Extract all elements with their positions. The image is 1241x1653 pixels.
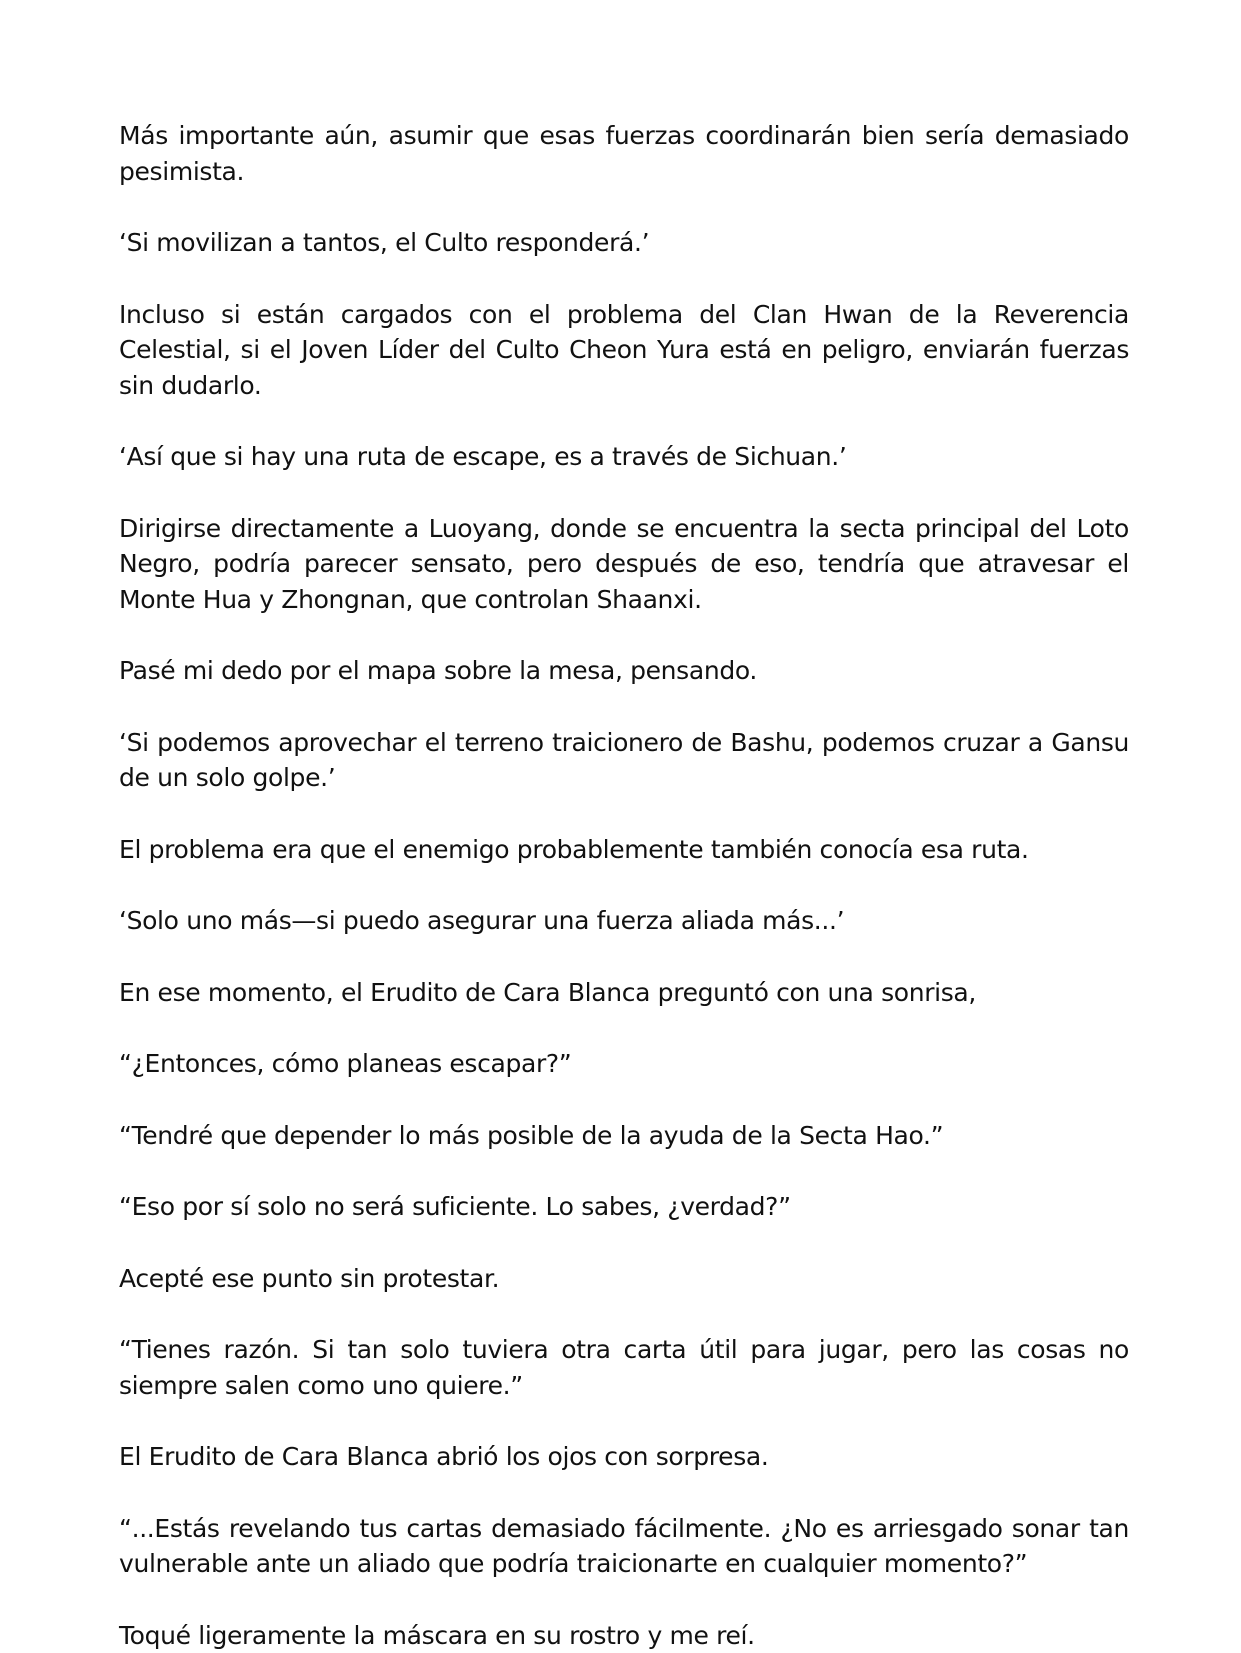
paragraph: El problema era que el enemigo probablemente también conocía esa ruta. (119, 832, 1129, 868)
paragraph: Acepté ese punto sin protestar. (119, 1261, 1129, 1297)
paragraph: ‘Si podemos aprovechar el terreno traicionero de Bashu, podemos cruzar a Gansu de un solo golpe.’ (119, 725, 1129, 796)
paragraph: Incluso si están cargados con el problema del Clan Hwan de la Reverencia Celestial, si el Joven Líder del Culto Cheon Yura está en peligro, enviarán fuerzas sin dudarlo. (119, 297, 1129, 404)
paragraph: Toqué ligeramente la máscara en su rostro y me reí. (119, 1618, 1129, 1653)
paragraph: Dirigirse directamente a Luoyang, donde se encuentra la secta principal del Loto Negro, podría parecer sensato, pero después de eso, tendría que atravesar el Monte Hua y Zhongnan, que controlan Shaanxi. (119, 511, 1129, 618)
paragraph: “...Estás revelando tus cartas demasiado fácilmente. ¿No es arriesgado sonar tan vulnerable ante un aliado que podría traicionarte en cualquier momento?” (119, 1511, 1129, 1582)
paragraph: “¿Entonces, cómo planeas escapar?” (119, 1046, 1129, 1082)
paragraph: “Tendré que depender lo más posible de la ayuda de la Secta Hao.” (119, 1118, 1129, 1154)
paragraph: “Tienes razón. Si tan solo tuviera otra carta útil para jugar, pero las cosas no siempre salen como uno quiere.” (119, 1332, 1129, 1403)
document-body (119, 118, 1129, 1653)
paragraph: Más importante aún, asumir que esas fuerzas coordinarán bien sería demasiado pesimista. (119, 118, 1129, 189)
paragraph: ‘Solo uno más—si puedo asegurar una fuerza aliada más...’ (119, 903, 1129, 939)
paragraph: “Eso por sí solo no será suficiente. Lo sabes, ¿verdad?” (119, 1189, 1129, 1225)
paragraph: ‘Así que si hay una ruta de escape, es a través de Sichuan.’ (119, 439, 1129, 475)
paragraph: En ese momento, el Erudito de Cara Blanca preguntó con una sonrisa, (119, 975, 1129, 1011)
paragraph: El Erudito de Cara Blanca abrió los ojos con sorpresa. (119, 1439, 1129, 1475)
paragraph: Pasé mi dedo por el mapa sobre la mesa, pensando. (119, 653, 1129, 689)
paragraph: ‘Si movilizan a tantos, el Culto responderá.’ (119, 225, 1129, 261)
